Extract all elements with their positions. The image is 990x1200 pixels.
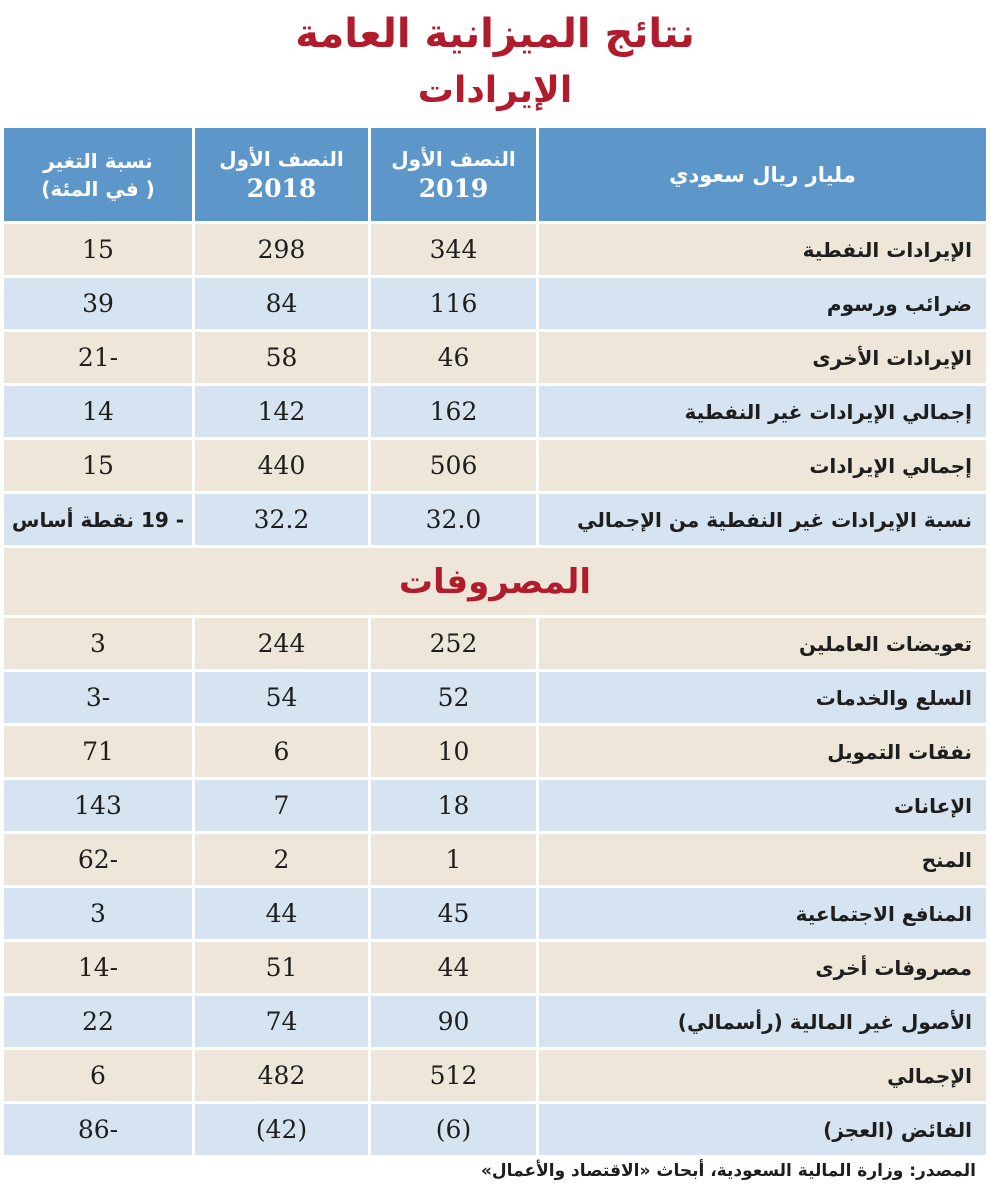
value-2019: 46 (368, 332, 536, 386)
header-2019-year: 2019 (418, 173, 489, 203)
value-2018: 440 (192, 440, 368, 494)
table-row (4, 780, 986, 834)
value-2019: 344 (368, 224, 536, 278)
value-2019: 45 (368, 888, 536, 942)
table-row (4, 996, 986, 1050)
header-unit-label: مليار ريال سعودي (669, 162, 856, 187)
table-row (4, 440, 986, 494)
value-2018: 51 (192, 942, 368, 996)
row-label: الإيرادات النفطية (536, 224, 986, 278)
revenues-section (4, 224, 986, 548)
value-2018: 44 (192, 888, 368, 942)
change-percent: -62 (4, 834, 192, 888)
change-percent: 143 (4, 780, 192, 834)
change-percent: 39 (4, 278, 192, 332)
value-2018: 54 (192, 672, 368, 726)
expenses-heading: المصروفات (4, 548, 986, 618)
table-row (4, 834, 986, 888)
row-label: السلع والخدمات (536, 672, 986, 726)
value-2019: 90 (368, 996, 536, 1050)
value-2018: 298 (192, 224, 368, 278)
table-row (4, 1050, 986, 1104)
value-2019: 18 (368, 780, 536, 834)
table-row (4, 494, 986, 548)
value-2019: 252 (368, 618, 536, 672)
source-note: المصدر: وزارة المالية السعودية، أبحاث «الاقتصاد والأعمال» (480, 1161, 976, 1181)
row-label: نسبة الإيرادات غير النفطية من الإجمالي (536, 494, 986, 548)
table-row (4, 278, 986, 332)
value-2018: 84 (192, 278, 368, 332)
table-row (4, 618, 986, 672)
row-label: الأصول غير المالية (رأسمالي) (536, 996, 986, 1050)
budget-table (4, 128, 986, 1158)
value-2019: 506 (368, 440, 536, 494)
row-label: الإيرادات الأخرى (536, 332, 986, 386)
table-row (4, 386, 986, 440)
row-label: الإعانات (536, 780, 986, 834)
change-percent: 15 (4, 440, 192, 494)
table-header-row (4, 128, 986, 224)
change-percent: 15 (4, 224, 192, 278)
change-percent: 14 (4, 386, 192, 440)
revenues-heading: الإيرادات (417, 70, 573, 111)
value-2019: 32.0 (368, 494, 536, 548)
value-2019: (6) (368, 1104, 536, 1158)
change-percent: -14 (4, 942, 192, 996)
header-2018-cell (192, 128, 368, 224)
change-percent: 3 (4, 618, 192, 672)
row-label: تعويضات العاملين (536, 618, 986, 672)
expenses-heading-row (4, 548, 986, 618)
table-row (4, 888, 986, 942)
row-label: مصروفات أخرى (536, 942, 986, 996)
value-2019: 44 (368, 942, 536, 996)
value-2018: 142 (192, 386, 368, 440)
change-percent: -21 (4, 332, 192, 386)
table-row (4, 672, 986, 726)
table-row (4, 726, 986, 780)
header-2018-period: النصف الأول (219, 146, 344, 171)
header-2018-year: 2018 (246, 173, 317, 203)
header-label-cell (536, 128, 986, 224)
expenses-section (4, 618, 986, 1158)
row-label: إجمالي الإيرادات غير النفطية (536, 386, 986, 440)
value-2018: 244 (192, 618, 368, 672)
value-2019: 10 (368, 726, 536, 780)
value-2018: 482 (192, 1050, 368, 1104)
table-row (4, 1104, 986, 1158)
value-2018: 6 (192, 726, 368, 780)
row-label: نفقات التمويل (536, 726, 986, 780)
header-2019-cell (368, 128, 536, 224)
header-change-title: نسبة التغير (43, 148, 153, 173)
value-2019: 162 (368, 386, 536, 440)
expenses-heading-section (4, 548, 986, 618)
row-label: الإجمالي (536, 1050, 986, 1104)
change-percent: 71 (4, 726, 192, 780)
value-2018: 2 (192, 834, 368, 888)
value-2018: (42) (192, 1104, 368, 1158)
value-2018: 58 (192, 332, 368, 386)
value-2019: 116 (368, 278, 536, 332)
header-change-cell (4, 128, 192, 224)
change-percent: -86 (4, 1104, 192, 1158)
row-label: إجمالي الإيرادات (536, 440, 986, 494)
row-label: ضرائب ورسوم (536, 278, 986, 332)
value-2019: 1 (368, 834, 536, 888)
change-percent: 22 (4, 996, 192, 1050)
header-change-unit: ( في المئة) (41, 176, 155, 201)
row-label: الفائض (العجز) (536, 1104, 986, 1158)
change-percent: 6 (4, 1050, 192, 1104)
value-2019: 512 (368, 1050, 536, 1104)
value-2018: 32.2 (192, 494, 368, 548)
change-percent: 3 (4, 888, 192, 942)
change-percent: -3 (4, 672, 192, 726)
row-label: المنافع الاجتماعية (536, 888, 986, 942)
table-row (4, 942, 986, 996)
page-title: نتائج الميزانية العامة (295, 11, 695, 57)
table-row (4, 332, 986, 386)
header-2019-period: النصف الأول (391, 146, 516, 171)
row-label: المنح (536, 834, 986, 888)
value-2018: 7 (192, 780, 368, 834)
title-block (0, 0, 990, 128)
change-percent: - 19 نقطة أساس (4, 494, 192, 548)
value-2019: 52 (368, 672, 536, 726)
table-row (4, 224, 986, 278)
value-2018: 74 (192, 996, 368, 1050)
